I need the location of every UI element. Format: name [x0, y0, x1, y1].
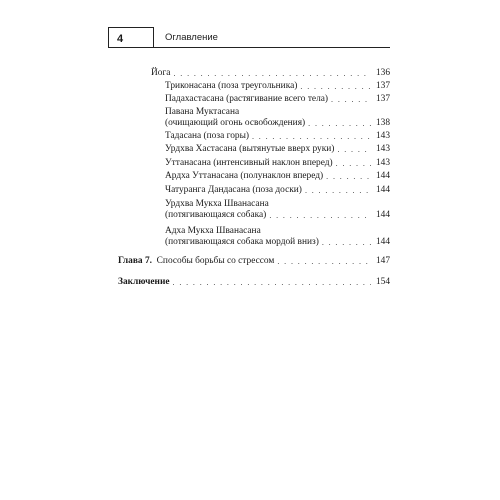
toc-entry-title: Урдхва Хастасана (вытянутые вверх руки) — [165, 144, 335, 154]
toc-entry[interactable] — [165, 131, 390, 142]
toc-entry-title: Чатуранга Дандасана (поза доски) — [165, 185, 302, 195]
toc-entry[interactable] — [165, 171, 390, 182]
toc-entry-page: 144 — [375, 210, 390, 220]
toc-entry-title-line1: Павана Муктасана — [165, 107, 240, 117]
dot-leader — [322, 237, 371, 248]
toc-entry-title: (потягивающаяся собака) — [165, 210, 267, 220]
toc-entry[interactable] — [165, 226, 390, 237]
toc-entry-title-line1: Адха Мукха Шванасана — [165, 226, 261, 236]
running-header-title: Оглавление — [165, 32, 218, 43]
dot-leader — [300, 81, 371, 92]
toc-entry-page: 138 — [375, 118, 390, 128]
toc-entry[interactable] — [165, 107, 390, 118]
toc-chapter-label: Глава 7. — [118, 256, 152, 266]
toc-entry-chapter-7[interactable] — [118, 256, 390, 267]
toc-entry-title-line1: Урдхва Мукха Шванасана — [165, 199, 269, 209]
dot-leader — [269, 210, 371, 221]
toc-entry-page: 147 — [375, 256, 390, 266]
dot-leader — [173, 277, 371, 288]
toc-entry-title: Тадасана (поза горы) — [165, 131, 249, 141]
toc-entry[interactable] — [165, 185, 390, 196]
toc-entry[interactable] — [165, 158, 390, 169]
toc-entry-title: Падахастасана (растягивание всего тела) — [165, 94, 329, 104]
toc-entry-title: Ардха Уттанасана (полунаклон вперед) — [165, 171, 324, 181]
dot-leader — [277, 256, 371, 267]
toc-entry-page: 137 — [375, 81, 390, 91]
dot-leader — [337, 144, 371, 155]
toc-entry-title: Заключение — [118, 277, 170, 287]
toc-entry-page: 154 — [375, 277, 390, 287]
dot-leader — [308, 118, 371, 129]
toc-entry-title: Уттанасана (интенсивный наклон вперед) — [165, 158, 333, 168]
toc-entry-yoga[interactable] — [151, 68, 390, 79]
toc-entry-page: 144 — [375, 185, 390, 195]
toc-entry-page: 143 — [375, 144, 390, 154]
dot-leader — [326, 171, 371, 182]
toc-entry-continuation[interactable] — [165, 210, 390, 221]
toc-chapter-title — [118, 256, 274, 267]
toc-entry-title: Йога — [151, 68, 171, 78]
toc-entry-conclusion[interactable] — [118, 277, 390, 288]
toc-entry-title: Триконасана (поза треугольника) — [165, 81, 298, 91]
dot-leader — [173, 68, 371, 79]
header-rule — [108, 47, 390, 48]
toc-entry-page: 137 — [375, 94, 390, 104]
toc-entry-title: (очищающий огонь освобождения) — [165, 118, 306, 128]
dot-leader — [336, 158, 371, 169]
page-number: 4 — [108, 27, 154, 48]
dot-leader — [305, 185, 371, 196]
dot-leader — [331, 94, 371, 105]
toc-entry-page: 144 — [375, 171, 390, 181]
toc-entry-title: (потягивающаяся собака мордой вниз) — [165, 237, 319, 247]
toc-entry-page: 144 — [375, 237, 390, 247]
toc-entry[interactable] — [165, 144, 390, 155]
toc-entry-page: 143 — [375, 131, 390, 141]
toc-entry[interactable] — [165, 81, 390, 92]
toc-entry-continuation[interactable] — [165, 237, 390, 248]
toc-entry[interactable] — [165, 94, 390, 105]
toc-entry[interactable] — [165, 199, 390, 210]
toc-entry-page: 143 — [375, 158, 390, 168]
toc-entry-continuation[interactable] — [165, 118, 390, 129]
dot-leader — [252, 131, 371, 142]
toc-entry-page: 136 — [375, 68, 390, 78]
toc-entry-title: Способы борьбы со стрессом — [156, 256, 275, 266]
